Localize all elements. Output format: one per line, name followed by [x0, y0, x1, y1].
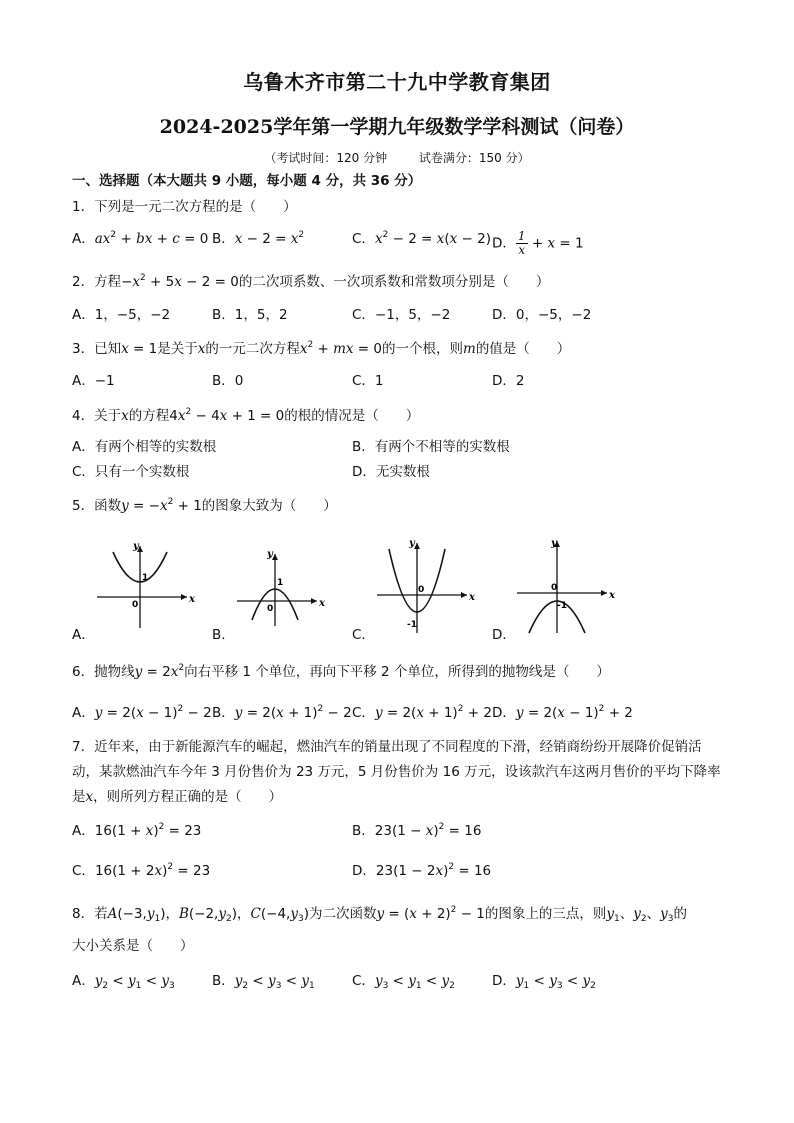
- q7-stem-line3: 是x，则所列方程正确的是（ ）: [72, 789, 283, 805]
- q2-option-c[interactable]: C．−1，5，−2: [352, 307, 451, 323]
- q7-option-c[interactable]: C．$16(1 + 2x)^2 = 23$: [72, 862, 211, 879]
- svg-text:y: y: [551, 538, 557, 549]
- q6-option-a[interactable]: A．$y = 2(x - 1)^2 - 2$: [72, 704, 212, 721]
- q8-option-a[interactable]: A．$y_2 < y_1 < y_3$: [72, 973, 175, 991]
- q1-option-b[interactable]: B．$x - 2 = x^2$: [212, 230, 305, 247]
- svg-text:0: 0: [267, 604, 274, 614]
- q3-option-b[interactable]: B．0: [212, 373, 244, 389]
- q5-option-a[interactable]: A．: [72, 627, 95, 643]
- svg-text:y: y: [267, 549, 273, 560]
- q1-stem: 1．下列是一元二次方程的是（ ）: [72, 199, 297, 215]
- q5-graph-a: [95, 540, 200, 630]
- exam-time: （考试时间：120 分钟: [264, 151, 388, 165]
- svg-text:0: 0: [551, 583, 558, 593]
- q7-option-b[interactable]: B．$23(1 - x)^2 = 16$: [352, 822, 482, 839]
- svg-text:-1: -1: [407, 620, 417, 630]
- q7-stem-line2: 动，某款燃油汽车今年 3 月份售价为 23 万元，5 月份售价为 16 万元，设该款汽车这两月售价的平均下降率: [72, 764, 721, 780]
- q5-graph-b: [235, 548, 330, 628]
- svg-text:1: 1: [142, 573, 149, 583]
- q5-option-c[interactable]: C．: [352, 627, 375, 643]
- q2-option-a[interactable]: A．1，−5，−2: [72, 307, 171, 323]
- q7-option-d[interactable]: D．$23(1 - 2x)^2 = 16$: [352, 862, 492, 879]
- q1-option-a[interactable]: A．$ax^2$ + bx + c = 0: [72, 230, 209, 247]
- q8-stem-line2: 大小关系是（ ）: [72, 938, 194, 954]
- q5-option-b[interactable]: B．: [212, 627, 235, 643]
- q8-option-b[interactable]: B．$y_2 < y_3 < y_1$: [212, 973, 315, 991]
- q5-graph-d: [515, 535, 620, 635]
- svg-text:0: 0: [132, 600, 139, 610]
- q7-option-a[interactable]: A．$16(1 + x)^2 = 23$: [72, 822, 202, 839]
- q6-option-d[interactable]: D．$y = 2(x - 1)^2 + 2$: [492, 704, 633, 721]
- q1-option-c[interactable]: C．$x^2 - 2 = x(x - 2)$: [352, 230, 491, 247]
- svg-text:-1: -1: [557, 601, 567, 611]
- q1-option-d[interactable]: D． $\frac{1}{x}$ + x = 1: [492, 229, 584, 257]
- svg-text:0: 0: [418, 585, 425, 595]
- svg-text:x: x: [469, 592, 475, 603]
- q2-stem: 2．方程$-x^2 + 5x - 2 = 0$的二次项系数、一次项系数和常数项分别是（ ）: [72, 273, 550, 290]
- svg-text:x: x: [609, 590, 615, 601]
- q4-option-b[interactable]: B．有两个不相等的实数根: [352, 439, 510, 455]
- q3-option-d[interactable]: D．2: [492, 373, 525, 389]
- q2-option-b[interactable]: B．1，5，2: [212, 307, 288, 323]
- q5-graph-c: [375, 537, 480, 635]
- q6-stem: 6．抛物线$y = 2x^2$向右平移 1 个单位，再向下平移 2 个单位，所得到的抛物线是（ ）: [72, 663, 610, 680]
- q7-stem-line1: 7．近年来，由于新能源汽车的崛起，燃油汽车的销量出现了不同程度的下滑，经销商纷纷开展降价促销活: [72, 739, 702, 755]
- svg-text:y: y: [133, 541, 139, 552]
- exam-info: [0, 149, 794, 166]
- q5-option-d[interactable]: D．: [492, 627, 516, 643]
- q8-option-d[interactable]: D．$y_1 < y_3 < y_2$: [492, 973, 596, 991]
- q2-option-d[interactable]: D．0，−5，−2: [492, 307, 592, 323]
- q3-option-c[interactable]: C．1: [352, 373, 384, 389]
- q4-stem: 4．关于x的方程$4x^2 - 4x + 1 = 0$的根的情况是（ ）: [72, 407, 420, 424]
- q6-option-b[interactable]: B．$y = 2(x + 1)^2 - 2$: [212, 704, 352, 721]
- svg-text:1: 1: [277, 578, 284, 588]
- q4-option-d[interactable]: D．无实数根: [352, 464, 430, 480]
- q8-option-c[interactable]: C．$y_3 < y_1 < y_2$: [352, 973, 455, 991]
- q4-option-a[interactable]: A．有两个相等的实数根: [72, 439, 217, 455]
- svg-text:y: y: [409, 538, 415, 549]
- svg-text:x: x: [189, 594, 195, 605]
- section-title: 一、选择题（本大题共 9 小题，每小题 4 分，共 36 分）: [72, 173, 422, 189]
- q5-stem: 5．函数$y = -x^2 + 1$的图象大致为（ ）: [72, 497, 337, 514]
- exam-score: 试卷满分：150 分）: [418, 151, 530, 165]
- q3-stem: 3．已知x = 1是关于x的一元二次方程$x^2$ + mx = 0的一个根，则m的值是（ ）: [72, 340, 571, 357]
- school-title: 乌鲁木齐市第二十九中学教育集团: [243, 70, 551, 94]
- q4-option-c[interactable]: C．只有一个实数根: [72, 464, 190, 480]
- q6-option-c[interactable]: C．$y = 2(x + 1)^2 + 2$: [352, 704, 492, 721]
- svg-text:x: x: [319, 598, 325, 609]
- q3-option-a[interactable]: A．−1: [72, 373, 115, 389]
- exam-title: 2024-2025学年第一学期九年级数学学科测试（问卷）: [159, 116, 635, 138]
- q8-stem-line1: 8．若$A(-3,y_1)$，$B(-2,y_2)$，$C(-4,y_3)$为二次函数$y = (x + 2)^2 - 1$的图象上的三点，则$y_1$、$y_2$、$y_3$的: [72, 905, 688, 924]
